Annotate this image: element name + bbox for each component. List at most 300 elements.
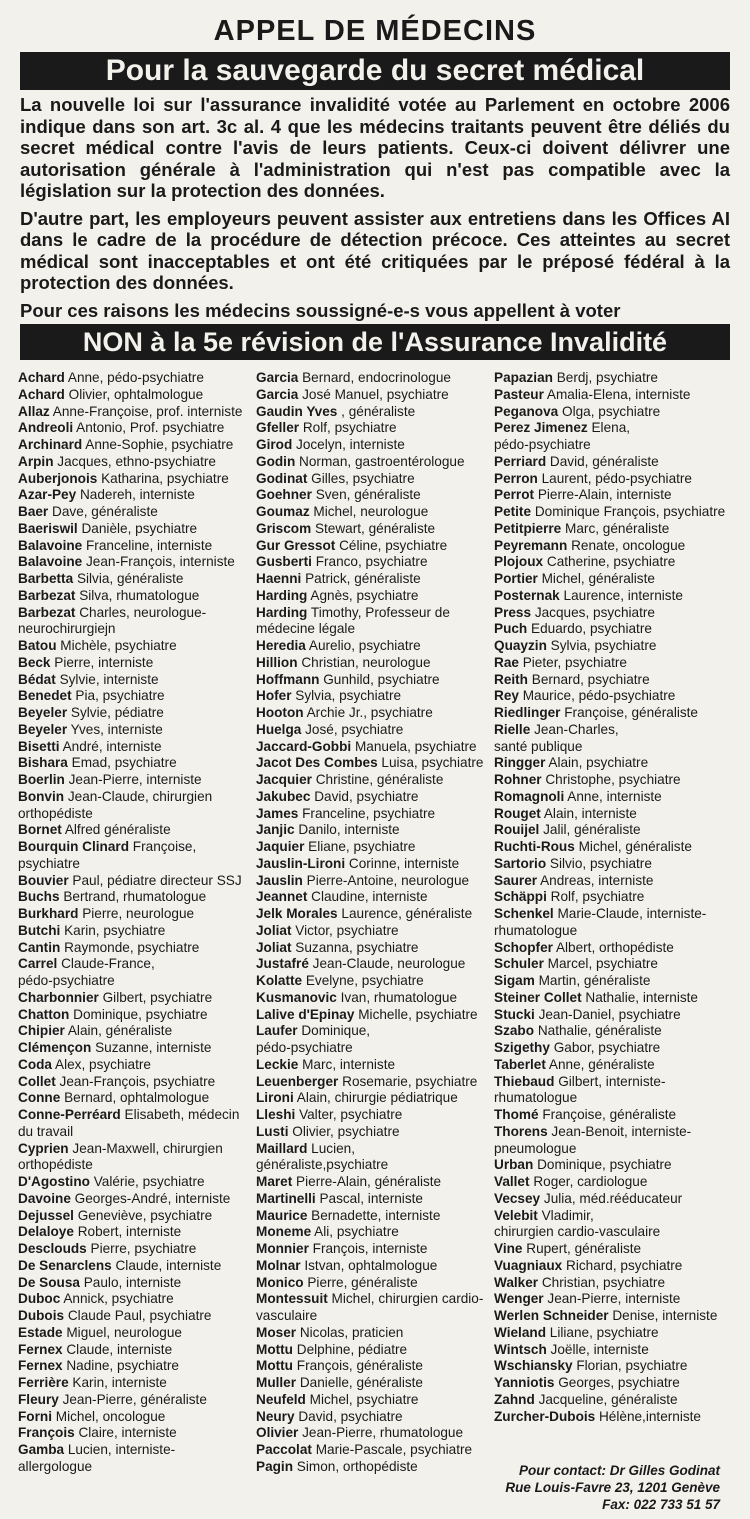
signatory-details: Marie-Pascale, psychiatre <box>315 1442 473 1457</box>
signatory-surname: Justafré <box>256 956 309 972</box>
signatory-surname: Harding <box>256 587 308 603</box>
signatory-details: rhumatologue <box>494 1090 578 1106</box>
signatory-entry <box>256 621 490 638</box>
signatory-details: Jean-Pierre, interniste <box>547 1291 681 1307</box>
signatory-entry <box>256 1191 490 1208</box>
signatory-details: Paulo, interniste <box>83 1274 182 1290</box>
signatory-entry <box>494 1375 728 1392</box>
signatory-entry <box>494 1409 728 1426</box>
signatory-entry <box>256 1090 490 1107</box>
signatory-surname: Martinelli <box>256 1190 316 1206</box>
signatory-details: Gilles, psychiatre <box>311 470 415 486</box>
signatory-entry <box>256 772 490 789</box>
signatory-entry <box>18 437 252 454</box>
signatory-details: Hélène,interniste <box>598 1408 701 1424</box>
signatory-entry <box>18 906 252 923</box>
signatory-details: Gilbert, interniste- <box>558 1073 666 1089</box>
signatory-details: médecine légale <box>256 621 355 637</box>
signatory-entry <box>256 1442 490 1459</box>
signatory-details: Silvio, psychiatre <box>549 855 652 871</box>
signatory-entry <box>494 705 728 722</box>
signatory-entry <box>18 1074 252 1091</box>
intro-text <box>20 94 730 321</box>
signatory-details: Robert, interniste <box>77 1224 182 1240</box>
signatory-details: Martin, généraliste <box>538 973 651 988</box>
signatory-entry <box>494 1090 728 1107</box>
contact-fax: Fax: 022 733 51 57 <box>602 1497 720 1512</box>
signatory-surname: Girod <box>256 437 293 452</box>
signatory-surname: Montessuit <box>256 1291 328 1307</box>
signatory-surname: Hooton <box>256 705 304 720</box>
signatory-surname: Gamba <box>18 1442 65 1457</box>
signatory-surname: Neufeld <box>256 1391 306 1407</box>
signatory-entry <box>494 672 728 689</box>
signatory-details: Jean-Benoit, interniste- <box>551 1123 692 1139</box>
signatory-entry <box>18 1358 252 1375</box>
signatories-column-3 <box>494 370 732 1476</box>
signatory-details: Marie-Claude, interniste- <box>557 906 707 921</box>
signatory-details: Bernard, psychiatre <box>531 671 650 687</box>
signatory-details: Andreas, interniste <box>540 872 654 888</box>
signatory-surname: Harding <box>256 604 308 620</box>
signatory-details: Lucien, interniste- <box>67 1442 176 1457</box>
signatory-surname: Wintsch <box>494 1341 547 1357</box>
signatory-surname: De Sousa <box>18 1274 80 1290</box>
signatory-surname: Ringger <box>494 755 546 771</box>
signatory-surname: Puch <box>494 621 528 637</box>
signatory-details: Gilbert, psychiatre <box>102 989 213 1005</box>
signatory-entry <box>256 705 490 722</box>
signatory-surname: Achard <box>18 386 65 402</box>
signatory-surname: Moser <box>256 1324 297 1340</box>
signatory-entry <box>18 1023 252 1040</box>
signatory-surname: Jaquier <box>256 839 305 854</box>
signatory-details: , généraliste <box>341 403 416 419</box>
signatory-entry <box>18 1375 252 1392</box>
signatory-details: du travail <box>18 1123 74 1139</box>
signatory-surname: Baeriswil <box>18 520 78 536</box>
signatory-surname: Fernex <box>18 1358 63 1374</box>
signatory-entry <box>256 1224 490 1241</box>
signatory-surname: Press <box>494 604 532 620</box>
signatory-surname: Cantin <box>18 939 61 955</box>
signatory-entry <box>18 990 252 1007</box>
signatory-surname: Charbonnier <box>18 989 99 1005</box>
signatory-details: Annick, psychiatre <box>63 1291 174 1307</box>
signatory-surname: Reith <box>494 671 528 687</box>
contact-name: Pour contact: Dr Gilles Godinat <box>518 1463 720 1478</box>
signatory-entry <box>494 638 728 655</box>
signatory-details: Nadereh, interniste <box>79 487 195 503</box>
signatory-surname: Bouvier <box>18 872 69 888</box>
signatory-details: Richard, psychiatre <box>566 1257 683 1273</box>
signatory-surname: Estade <box>18 1324 63 1340</box>
signatory-surname: Janjic <box>256 822 295 838</box>
signatory-details: Alain, généraliste <box>67 1023 173 1039</box>
signatory-surname: Gur Gressot <box>256 537 336 553</box>
signatory-surname: Beyeler <box>18 721 68 737</box>
signatory-details: Alain, interniste <box>543 805 637 821</box>
signatory-details: Anne-Sophie, psychiatre <box>85 437 234 452</box>
signatory-details: Jean-Claude, chirurgien <box>67 788 213 804</box>
signatory-surname: Achard <box>18 370 65 385</box>
signatory-entry <box>18 956 252 973</box>
signatory-entry <box>18 487 252 504</box>
signatory-details: Gunhild, psychiatre <box>323 671 440 687</box>
signatory-entry <box>494 1275 728 1292</box>
signatory-entry <box>256 688 490 705</box>
signatory-details: Claude Paul, psychiatre <box>67 1308 212 1323</box>
signatory-entry <box>256 990 490 1007</box>
signatory-entry <box>256 1141 490 1158</box>
signatory-details: Liliane, psychiatre <box>549 1324 659 1340</box>
signatory-details: Alain, chirurgie pédiatrique <box>296 1090 458 1106</box>
signatory-entry <box>494 856 728 873</box>
signatory-details: Evelyne, psychiatre <box>305 973 424 988</box>
signatory-details: Roger, cardiologue <box>533 1174 648 1189</box>
signatory-details: orthopédiste <box>18 805 93 821</box>
signatory-surname: Schopfer <box>494 939 553 955</box>
signatory-entry <box>18 1191 252 1208</box>
signatory-entry <box>18 621 252 638</box>
signatory-surname: Zurcher-Dubois <box>494 1408 596 1424</box>
signatory-entry <box>18 404 252 421</box>
signatory-entry <box>18 1308 252 1325</box>
signatory-details: Laurence, interniste <box>563 587 683 603</box>
signatory-entry <box>494 739 728 756</box>
signatory-details: Silva, rhumatologue <box>79 587 200 603</box>
signatory-details: pédo-psychiatre <box>494 437 591 452</box>
signatory-entry <box>256 906 490 923</box>
signatory-details: Karin, psychiatre <box>64 922 166 938</box>
signatory-entry <box>18 538 252 555</box>
signatory-entry <box>256 1425 490 1442</box>
signatory-entry <box>18 688 252 705</box>
signatory-entry <box>494 471 728 488</box>
intro-paragraph-3: Pour ces raisons les médecins soussigné-e-s vous appellent à voter <box>20 299 621 321</box>
signatory-surname: Bédat <box>18 671 56 687</box>
signatory-entry <box>256 755 490 772</box>
signatory-surname: Perrot <box>494 487 535 503</box>
signatory-surname: Schenkel <box>494 906 554 921</box>
signatory-surname: Rey <box>494 688 519 704</box>
signatory-details: Jacques, psychiatre <box>534 604 655 620</box>
signatory-entry <box>256 1275 490 1292</box>
signatory-surname: Neury <box>256 1408 295 1424</box>
signatory-entry <box>18 1392 252 1409</box>
signatory-entry <box>494 1325 728 1342</box>
signatory-details: Dominique, psychiatre <box>537 1157 672 1173</box>
signatory-details: orthopédiste <box>18 1157 93 1173</box>
signatory-entry <box>494 605 728 622</box>
signatory-surname: Heredia <box>256 638 306 653</box>
signatory-entry <box>18 973 252 990</box>
signatory-surname: Molnar <box>256 1257 301 1273</box>
signatory-details: pédo-psychiatre <box>256 1040 353 1055</box>
signatory-entry <box>494 1392 728 1409</box>
signatory-details: Nathalie, interniste <box>585 989 698 1005</box>
signatory-details: Dominique, psychiatre <box>73 1006 208 1022</box>
signatory-details: Albert, orthopédiste <box>555 939 674 955</box>
signatory-entry <box>256 571 490 588</box>
signatory-details: Pierre, neurologue <box>82 906 195 921</box>
signatory-entry <box>494 1107 728 1124</box>
signatory-details: Françoise, généraliste <box>542 1107 677 1122</box>
signatory-details: Jacques, ethno-psychiatre <box>57 453 216 469</box>
signatory-entry <box>494 420 728 437</box>
signatory-surname: Clémençon <box>18 1040 92 1055</box>
signatory-entry <box>494 487 728 504</box>
signatory-surname: Butchi <box>18 922 61 938</box>
signatory-surname: Joliat <box>256 939 292 955</box>
signatory-surname: Gfeller <box>256 420 300 436</box>
signatory-surname: Sartorio <box>494 855 547 871</box>
signatory-surname: De Senarclens <box>18 1257 112 1273</box>
signatory-details: santé publique <box>494 738 583 754</box>
signatory-details: Corinne, interniste <box>348 855 460 871</box>
signatory-surname: Beck <box>18 654 51 670</box>
signatory-surname: Conne <box>18 1090 61 1106</box>
signatory-surname: Hillion <box>256 654 298 670</box>
signatory-entry <box>494 370 728 387</box>
signatory-entry <box>494 1040 728 1057</box>
signatory-surname: Godin <box>256 453 296 469</box>
signatory-entry <box>18 1241 252 1258</box>
signatory-surname: Quayzin <box>494 638 547 653</box>
signatory-surname: Desclouds <box>18 1241 87 1256</box>
signatory-entry <box>18 521 252 538</box>
signatory-entry <box>494 1358 728 1375</box>
signatory-surname: Maret <box>256 1174 293 1189</box>
signatory-entry <box>18 387 252 404</box>
signatory-details: Berdj, psychiatre <box>556 370 658 385</box>
signatory-entry <box>256 923 490 940</box>
signatory-entry <box>494 1174 728 1191</box>
signatory-entry <box>18 1208 252 1225</box>
signatory-entry <box>18 722 252 739</box>
signatory-surname: Maurice <box>256 1207 308 1223</box>
signatory-surname: Jelk Morales <box>256 906 338 921</box>
signatory-entry <box>256 521 490 538</box>
signatory-surname: Chipier <box>18 1023 65 1039</box>
signatory-surname: Azar-Pey <box>18 487 77 503</box>
signatory-surname: Perron <box>494 470 538 486</box>
signatory-details: Suzanna, psychiatre <box>295 939 419 955</box>
signatory-details: neurochirurgiejn <box>18 621 116 637</box>
signatory-entry <box>256 1040 490 1057</box>
signatory-details: François, interniste <box>312 1241 428 1256</box>
signatory-entry <box>18 1174 252 1191</box>
signatory-surname: Bonvin <box>18 788 65 804</box>
signatory-entry <box>494 688 728 705</box>
signatory-surname: Papazian <box>494 370 553 385</box>
signatory-surname: Riedlinger <box>494 705 561 720</box>
signatory-entry <box>256 822 490 839</box>
signatory-details: Anne, pédo-psychiatre <box>67 370 204 385</box>
signatory-entry <box>256 1074 490 1091</box>
signatory-entry <box>256 554 490 571</box>
signatory-entry <box>494 722 728 739</box>
signatory-entry <box>494 504 728 521</box>
signatory-surname: Rouget <box>494 805 541 821</box>
signatory-entry <box>256 404 490 421</box>
signatory-entry <box>494 889 728 906</box>
signatory-details: Georges, psychiatre <box>558 1375 680 1390</box>
signatory-entry <box>256 588 490 605</box>
signatory-details: allergologue <box>18 1458 93 1474</box>
signatory-entry <box>18 1291 252 1308</box>
signatory-details: Rolf, psychiatre <box>550 889 645 905</box>
signatory-surname: Thorens <box>494 1123 548 1139</box>
signatory-details: Bernadette, interniste <box>311 1207 441 1223</box>
signatory-surname: Perez Jimenez <box>494 420 588 436</box>
subtitle-banner: Pour la sauvegarde du secret médical <box>20 52 730 90</box>
signatory-details: Pierre, psychiatre <box>90 1241 197 1256</box>
signatory-details: Georges-André, interniste <box>74 1190 231 1206</box>
signatory-details: Franco, psychiatre <box>315 554 428 570</box>
signatory-details: Renate, oncologue <box>571 537 686 553</box>
signatory-entry <box>18 1107 252 1124</box>
contact-address: Rue Louis-Favre 23, 1201 Genève <box>505 1480 720 1495</box>
signatory-details: Suzanne, interniste <box>95 1040 212 1055</box>
signatories-column-2 <box>256 370 494 1476</box>
signatory-entry <box>494 789 728 806</box>
signatory-entry <box>18 1258 252 1275</box>
signatory-entry <box>256 789 490 806</box>
signatory-entry <box>256 672 490 689</box>
signatory-surname: Paccolat <box>256 1442 312 1457</box>
signatory-entry <box>18 571 252 588</box>
signatory-entry <box>494 387 728 404</box>
signatory-details: José, psychiatre <box>305 721 404 737</box>
signatory-surname: Monico <box>256 1274 304 1290</box>
signatory-details: Jean-Charles, <box>534 721 619 737</box>
signatory-details: Ivan, rhumatologue <box>340 989 458 1005</box>
signatory-surname: Baer <box>18 504 49 519</box>
signatory-surname: Monnier <box>256 1241 309 1256</box>
signatory-entry <box>256 1023 490 1040</box>
signatory-surname: Barbetta <box>18 571 74 586</box>
signatory-entry <box>494 1141 728 1158</box>
signatory-details: Nathalie, généraliste <box>537 1023 662 1039</box>
signatory-entry <box>18 504 252 521</box>
signatory-entry <box>494 621 728 638</box>
signatory-surname: Muller <box>256 1375 297 1390</box>
signatory-details: Delphine, pédiatre <box>296 1341 408 1357</box>
signatory-entry <box>256 370 490 387</box>
signatory-entry <box>256 471 490 488</box>
page-title: APPEL DE MÉDECINS <box>213 15 537 47</box>
signatory-entry <box>18 940 252 957</box>
signatory-surname: Barbezat <box>18 587 76 603</box>
signatory-surname: Conne-Perréard <box>18 1107 121 1122</box>
signatory-surname: Stucki <box>494 1006 535 1022</box>
signatory-surname: Leckie <box>256 1056 299 1072</box>
signatory-surname: Boerlin <box>18 772 65 787</box>
signatory-entry <box>494 1241 728 1258</box>
signatory-surname: Garcia <box>256 386 299 402</box>
signatory-entry <box>18 638 252 655</box>
signatory-entry <box>494 755 728 772</box>
signatory-entry <box>494 839 728 856</box>
signatory-details: Pierre, interniste <box>54 654 154 670</box>
signatory-details: Aurelio, psychiatre <box>308 638 421 653</box>
signatory-entry <box>256 1459 490 1476</box>
signatory-entry <box>256 839 490 856</box>
signatory-surname: Vine <box>494 1241 523 1256</box>
signatory-details: Danielle, généraliste <box>299 1375 423 1390</box>
signatory-entry <box>494 554 728 571</box>
signatory-surname: Haenni <box>256 571 302 586</box>
signatory-details: David, psychiatre <box>298 1408 403 1424</box>
signatory-entry <box>256 1241 490 1258</box>
signatory-surname: Dejussel <box>18 1207 74 1223</box>
signatory-details: Norman, gastroentérologue <box>299 453 465 469</box>
signatory-details: Patrick, généraliste <box>305 571 421 586</box>
signatory-details: Anne-Françoise, prof. interniste <box>52 403 243 419</box>
signatory-surname: Jeannet <box>256 889 308 905</box>
signatory-surname: François <box>18 1425 75 1441</box>
signatory-details: Sylvie, interniste <box>59 671 159 687</box>
signatory-surname: Taberlet <box>494 1056 546 1072</box>
signatory-entry <box>256 856 490 873</box>
signatory-details: Geneviève, psychiatre <box>77 1207 213 1223</box>
signatory-details: Lucien, <box>311 1140 355 1156</box>
signatory-surname: Fernex <box>18 1341 63 1357</box>
signatory-details: Claude, interniste <box>66 1341 173 1357</box>
signatory-surname: Jaccard-Gobbi <box>256 738 352 754</box>
signatory-surname: Thiebaud <box>494 1073 555 1089</box>
signatory-entry <box>256 1342 490 1359</box>
signatory-entry <box>494 454 728 471</box>
signatory-surname: Joliat <box>256 922 292 938</box>
signatory-surname: Velebit <box>494 1207 538 1223</box>
signatory-entry <box>18 1325 252 1342</box>
signatory-surname: Olivier <box>256 1425 299 1441</box>
signatory-entry <box>18 1459 252 1476</box>
signatory-entry <box>256 1124 490 1141</box>
signatory-surname: Hoffmann <box>256 671 320 687</box>
signatory-entry <box>18 822 252 839</box>
signatory-entry <box>494 1157 728 1174</box>
signatory-entry <box>18 755 252 772</box>
signatory-entry <box>18 1124 252 1141</box>
signatory-details: Amalia-Elena, interniste <box>546 386 691 402</box>
signatory-details: Dominique François, psychiatre <box>534 504 726 519</box>
signatory-surname: Lleshi <box>256 1107 296 1122</box>
signatory-surname: Petite <box>494 504 532 519</box>
signatory-entry <box>256 454 490 471</box>
signatory-details: Alex, psychiatre <box>55 1056 151 1072</box>
signatory-entry <box>18 772 252 789</box>
signatory-details: Alfred généraliste <box>64 822 171 838</box>
signatory-entry <box>18 705 252 722</box>
signatory-details: Raymonde, psychiatre <box>64 939 200 955</box>
signatory-details: Karin, interniste <box>72 1375 167 1390</box>
signatory-details: Anne, généraliste <box>548 1056 655 1072</box>
signatory-details: Dominique, <box>301 1023 371 1039</box>
signatory-details: Rosemarie, psychiatre <box>342 1073 478 1089</box>
signatory-surname: Ferrière <box>18 1375 69 1390</box>
signatory-entry <box>494 906 728 923</box>
signatory-surname: Vecsey <box>494 1190 541 1206</box>
signatory-surname: Andreoli <box>18 420 74 436</box>
signatory-surname: Forni <box>18 1408 52 1424</box>
signatory-surname: Gaudin Yves <box>256 403 338 419</box>
signatory-entry <box>256 638 490 655</box>
signatory-surname: Cyprien <box>18 1140 69 1156</box>
signatory-entry <box>18 889 252 906</box>
